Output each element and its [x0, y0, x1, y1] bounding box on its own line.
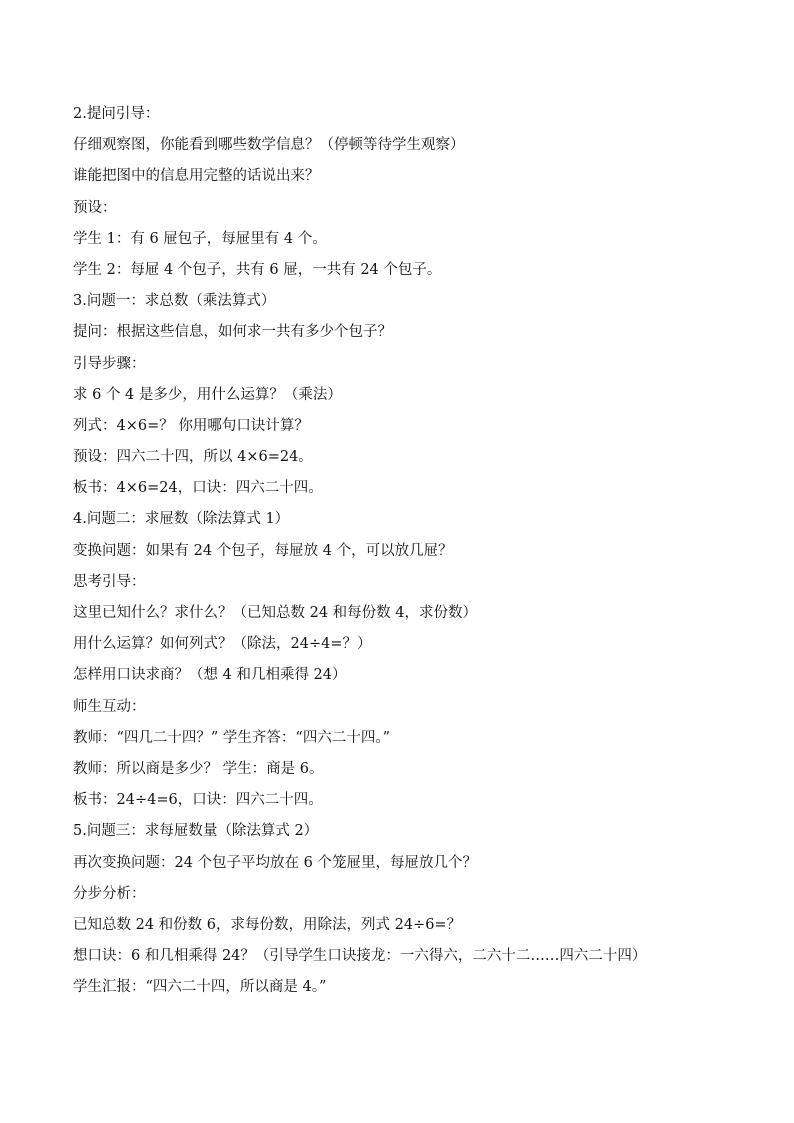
text-line: 板书：4×6=24，口诀：四六二十四。: [73, 480, 323, 497]
text-line: 预设：: [73, 199, 117, 216]
text-line: 提问：根据这些信息，如何求一共有多少个包子？: [73, 324, 392, 341]
text-line: 求 6 个 4 是多少，用什么运算？（乘法）: [73, 386, 342, 403]
step-4-heading: 4.问题二：求屉数（除法算式 1）: [73, 511, 290, 528]
text-line: 用什么运算？如何列式？（除法，24÷4=？）: [73, 636, 372, 653]
text-line: 变换问题：如果有 24 个包子，每屉放 4 个，可以放几屉？: [73, 542, 453, 559]
text-line: 学生 2：每屉 4 个包子，共有 6 屉，一共有 24 个包子。: [73, 261, 442, 278]
text-line: 学生汇报：“四六二十四，所以商是 4。”: [73, 979, 327, 996]
step-3-heading: 3.问题一：求总数（乘法算式）: [73, 293, 276, 310]
text-line: 怎样用口诀求商？（想 4 和几相乘得 24）: [73, 667, 347, 684]
text-line: 预设：四六二十四，所以 4×6=24。: [73, 449, 313, 466]
text-line: 分步分析：: [73, 885, 146, 902]
text-line: 教师：所以商是多少？ 学生：商是 6。: [73, 760, 324, 777]
text-line: 想口诀：6 和几相乘得 24？（引导学生口诀接龙：一六得六，二六十二……四六二十四）: [73, 948, 647, 965]
text-line: 板书：24÷4=6，口诀：四六二十四。: [73, 792, 323, 809]
text-line: 仔细观察图，你能看到哪些数学信息？（停顿等待学生观察）: [73, 137, 465, 154]
text-line: 学生 1：有 6 屉包子，每屉里有 4 个。: [73, 230, 327, 247]
text-line: 再次变换问题：24 个包子平均放在 6 个笼屉里，每屉放几个？: [73, 854, 478, 871]
text-line: 列式：4×6=？ 你用哪句口诀计算？: [73, 417, 309, 434]
step-2-heading: 2.提问引导：: [73, 106, 160, 122]
step-5-heading: 5.问题三：求每屉数量（除法算式 2）: [73, 823, 319, 840]
document-body: [73, 99, 723, 1003]
text-line: 已知总数 24 和份数 6，求每份数，用除法，列式 24÷6=？: [73, 916, 462, 933]
text-line: 谁能把图中的信息用完整的话说出来？: [73, 168, 320, 185]
text-line: 引导步骤：: [73, 355, 146, 372]
text-line: 教师：“四几二十四？” 学生齐答：“四六二十四。”: [73, 729, 391, 746]
text-line: 师生互动：: [73, 698, 146, 715]
text-line: 这里已知什么？求什么？（已知总数 24 和每份数 4，求份数）: [73, 605, 478, 621]
text-line: 思考引导：: [73, 573, 146, 590]
